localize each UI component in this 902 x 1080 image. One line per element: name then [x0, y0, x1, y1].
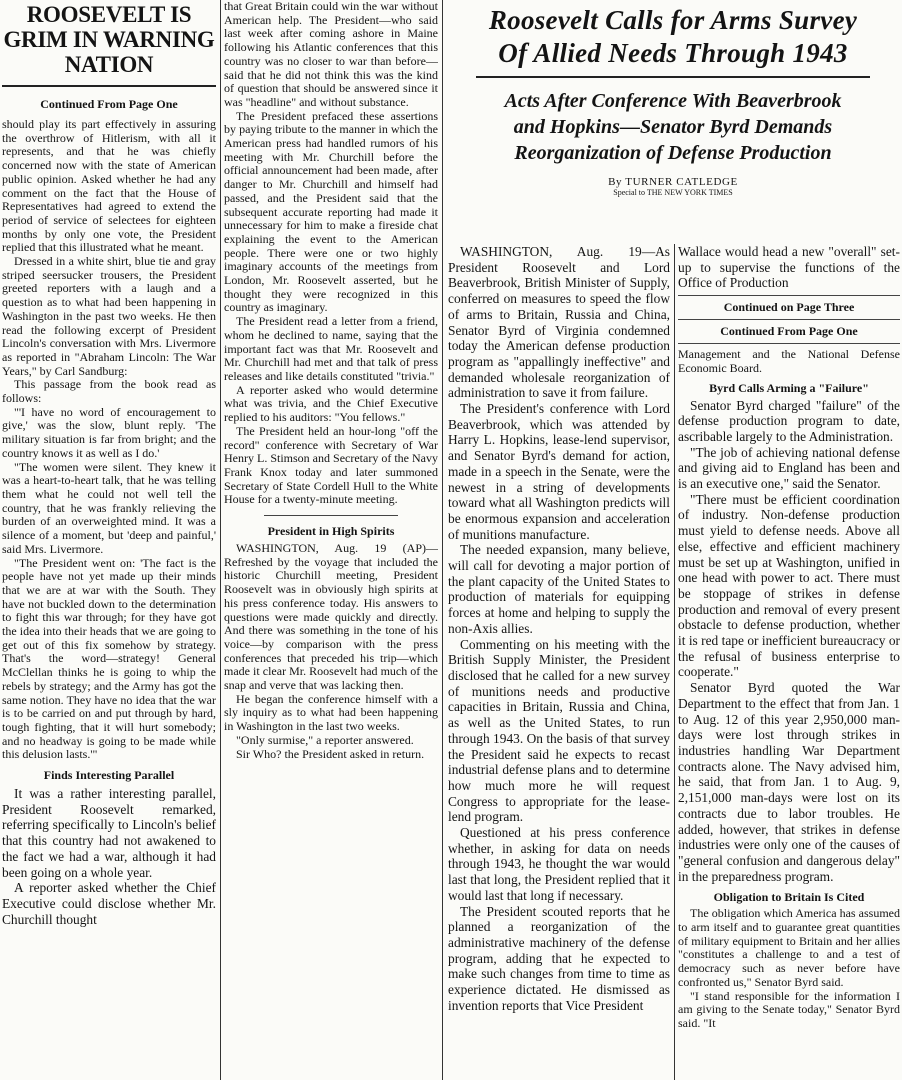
divider	[678, 295, 900, 296]
paragraph: "The women were silent. They knew it was a heart-to-heart talk, that he was telling them what he could not well tell the country, that he was frankly relieving the burden of an overweighted mind. It was a silence of a moment, but 'deep and painful,' said Mrs. Livermore.	[2, 459, 216, 556]
column-3	[448, 244, 670, 1080]
paragraph: "Only surmise," a reporter answered.	[236, 732, 414, 747]
col1-body-2	[2, 786, 216, 927]
paragraph: "The job of achieving national defense and giving aid to England has been and is an executive one," said the Senator.	[678, 444, 900, 492]
divider	[678, 343, 900, 344]
paragraph: He began the conference himself with a sly inquiry as to what had been happening in Washington in the last two weeks.	[224, 691, 438, 734]
paragraph: The President prefaced these assertions by paying tribute to the manner in which the American press had handled rumors of his meeting with Mr. Churchill before the official announcement had been made, after danger to Mr. Churchill and himself had passed, and the President said that the subsequent accurate reporting had made it unnecessary for him to make a fireside chat explaining the event to the American people. There were one or two highly imaginary accounts of the meetings from London, Mr. Roosevelt asserted, but he thought they were recognized in this country as imaginary.	[224, 108, 438, 315]
paragraph: Senator Byrd quoted the War Department to the effect that from Jan. 1 to Aug. 12 of this year 2,950,000 man-days were lost through strikes in industries handling War Department contracts alone. The Navy advised him, he said, that from Jan. 1 to Aug. 9, 2,151,000 man-days were lost on its contracts due to labor troubles. He added, however, that strikes in defense industries were only one of the causes of "general confusion and dangerous delay" in the preparedness program.	[678, 680, 900, 884]
paragraph: Dressed in a white shirt, blue tie and gray striped seersucker trousers, the President greeted reporters with a laugh and a question as to what had been happening in Washington in the past two weeks. He then read the following excerpt of President Lincoln's conversation with Mrs. Livermore as reported in "Abraham Lincoln: The War Years," by Carl Sandburg:	[2, 254, 216, 378]
column-rule	[220, 0, 221, 1080]
byline: By TURNER CATLEDGE	[608, 176, 738, 188]
continued-label: Continued From Page One	[40, 97, 178, 111]
paragraph: The needed expansion, many believe, will call for devoting a major portion of the plant capacity of the United States to production of materials for equipping forces at home and helping to supply the non-Axis allies.	[448, 542, 670, 636]
paragraph: Management and the National Defense Economic Board.	[678, 347, 900, 375]
paragraph: WASHINGTON, Aug. 19—As President Roosevelt and Lord Beaverbrook, British Minister of Supply, conferred on measures to speed the flow of arms to Britain, Russia and China, Senator Byrd of Virginia condemned today the American defense production program as "appallingly ineffective" and demanded wholesale reorganization of administration to save it from failure.	[448, 244, 670, 401]
col4-body	[678, 244, 900, 291]
paragraph: This passage from the book read as follows:	[2, 377, 216, 406]
paragraph: A reporter asked who would determine what was trivia, and the Chief Executive replied to his auditors: "You fellows."	[224, 382, 438, 425]
paragraph: should play its part effectively in assuring the overthrow of Hitlerism, with all it represents, and that he was chiefly concerned now with the state of American public opinion. Asked whether he had any comment on the fact that the House of Representatives had agreed to extend the period of service of selectees for eighteen months by only one vote, the President replied that this illustrated what he meant.	[2, 117, 216, 255]
column-2	[224, 0, 438, 1080]
subhead-parallel: Finds Interesting Parallel	[43, 768, 175, 783]
col2-body-2	[224, 542, 438, 761]
col3-body	[448, 244, 670, 1013]
paragraph: The President's conference with Lord Beaverbrook, which was attended by Harry L. Hopkins, lease-lend supervisor, and Senator Byrd's demand for action, made in a speech in the Senate, were the newest in a string of developments toward what all Washington predicts will be enormous expansion and acceleration of munitions manufacture.	[448, 401, 670, 542]
column-rule	[674, 244, 675, 1080]
col4-body-3	[678, 907, 900, 1030]
paragraph: Senator Byrd charged "failure" of the defense production program to date, ascribable largely to the Administration.	[678, 397, 900, 444]
paragraph: that Great Britain could win the war without American help. The President—who said last week after coming ashore in Maine following his Atlantic conferences that this country was no closer to war than before—said that he did not think this was the kind of question that should be answered since it was "headline" and without substance.	[224, 0, 438, 109]
col4-body-b	[678, 348, 900, 375]
paragraph: The President held an hour-long "off the record" conference with Secretary of War Henry L. Stimson and Secretary of the Navy Frank Knox today and later summoned Secretary of State Cordell Hull to the White House for a twenty-minute meeting.	[224, 423, 438, 507]
paragraph: Questioned at his press conference whether, in asking for data on needs through 1943, he thought the war would last that long, the President replied that it would last that long if necessary.	[448, 825, 670, 903]
paragraph: The obligation which America has assumed to arm itself and to guarantee great quantities of military equipment to Britain and her allies "constitutes a challenge to and a test of democracy such as never before have confronted us," Senator Byrd said.	[678, 906, 900, 989]
column-1	[2, 0, 216, 1080]
continued-on-page-three: Continued on Page Three	[723, 300, 855, 315]
paragraph: "'I have no word of encouragement to give,' was the slow, blunt reply. 'The military situation is far from bright; and the country knows it as well as I do.'	[2, 404, 216, 460]
deck-line-3: Reorganization of Defense Production	[514, 142, 832, 164]
subhead-high-spirits: President in High Spirits	[267, 524, 395, 539]
banner-line-2: Of Allied Needs Through 1943	[498, 38, 848, 68]
continued-from-page-one: Continued From Page One	[720, 324, 858, 339]
paragraph: "There must be efficient coordination of industry. Non-defense production must yield to defense needs. Above all else, effective and efficient machinery must be set up at Washington, unified in one head with power to act. There must be stoppage of strikes in defense production and removal of every present obstacle to defense production, whether it is red tape or inefficient bureaucracy or the refusal of business enterprise to cooperate."	[678, 491, 900, 680]
paragraph: WASHINGTON, Aug. 19 (AP)—Refreshed by the voyage that included the historic Churchill meeting, President Roosevelt was in obviously high spirits at his press conference today. His answers to questions were made quickly and directly. And there was something in the tone of his voice—by comparison with the press conferences that preceded his trip—which made it clear Mr. Roosevelt had much of the snap and verve that was lacking then.	[224, 541, 438, 693]
special-credit: Special to THE NEW YORK TIMES	[613, 188, 733, 197]
paragraph: Commenting on his meeting with the British Supply Minister, the President disclosed that he called for a new survey of munitions needs and productive capacities in Britain, Russia and China, as well as the United States, to run through 1943. On the basis of that survey the President said he expects to recast industrial defense plans and to determine how much more he will request Congress to appropriate for the lease-lend program.	[448, 636, 670, 825]
col1-body	[2, 118, 216, 762]
paragraph: Wallace would head a new "overall" set-up to supervise the functions of the Office of Production	[678, 244, 900, 291]
divider	[264, 515, 398, 516]
deck-line-1: Acts After Conference With Beaverbrook	[504, 90, 842, 112]
paragraph: "I stand responsible for the information I am giving to the Senate today," Senator Byrd said. "It	[678, 988, 900, 1030]
column-rule	[442, 0, 443, 1080]
paragraph: It was a rather interesting parallel, President Roosevelt remarked, referring specifically to Lincoln's belief that this country had not awakened to the fact we had a war, although it had been going on a whole year.	[2, 786, 216, 880]
main-headline-block	[446, 0, 900, 244]
divider	[678, 319, 900, 320]
subhead-byrd-failure: Byrd Calls Arming a "Failure"	[709, 380, 869, 395]
col2-body	[224, 0, 438, 507]
column-4	[678, 244, 900, 1080]
paragraph: The President scouted reports that he planned a reorganization of the administrative machinery of the defense program, adding that he expected to make such changes from time to time as experience dictated. He dismissed as invention reports that Vice President	[448, 903, 670, 1013]
paragraph: Sir Who? the President asked in return.	[236, 746, 425, 761]
col4-body-2	[678, 398, 900, 885]
divider	[2, 85, 216, 87]
deck-line-2: and Hopkins—Senator Byrd Demands	[513, 116, 833, 138]
banner-line-1: Roosevelt Calls for Arms Survey	[488, 5, 858, 35]
paragraph: The President read a letter from a friend, whom he declined to name, saying that the important fact was that Mr. Roosevelt and Mr. Churchill had met and that talk of press releases and like details constituted "trivia."	[224, 314, 438, 383]
subhead-obligation: Obligation to Britain Is Cited	[713, 890, 865, 905]
paragraph: A reporter asked whether the Chief Executive could disclose whether Mr. Churchill thought	[2, 880, 216, 927]
divider	[476, 76, 870, 78]
paragraph: "The President went on: 'The fact is the people have not yet made up their minds that we are at war with the South. They have not buckled down to the determination to fight this war through; for they have got the idea into their heads that we are going to get out of this fix somehow by strategy. That's the word—strategy! General McClellan thinks he is going to whip the rebels by strategy; and the Army has got the same notion. They have no idea that the war is to be carried on and put through by hard, tough fighting, that it will hurt somebody; and no headway is going to be made while this delusion lasts.'"	[2, 555, 216, 762]
headline-roosevelt-grim: ROOSEVELT IS GRIM IN WARNING NATION	[3, 2, 215, 77]
